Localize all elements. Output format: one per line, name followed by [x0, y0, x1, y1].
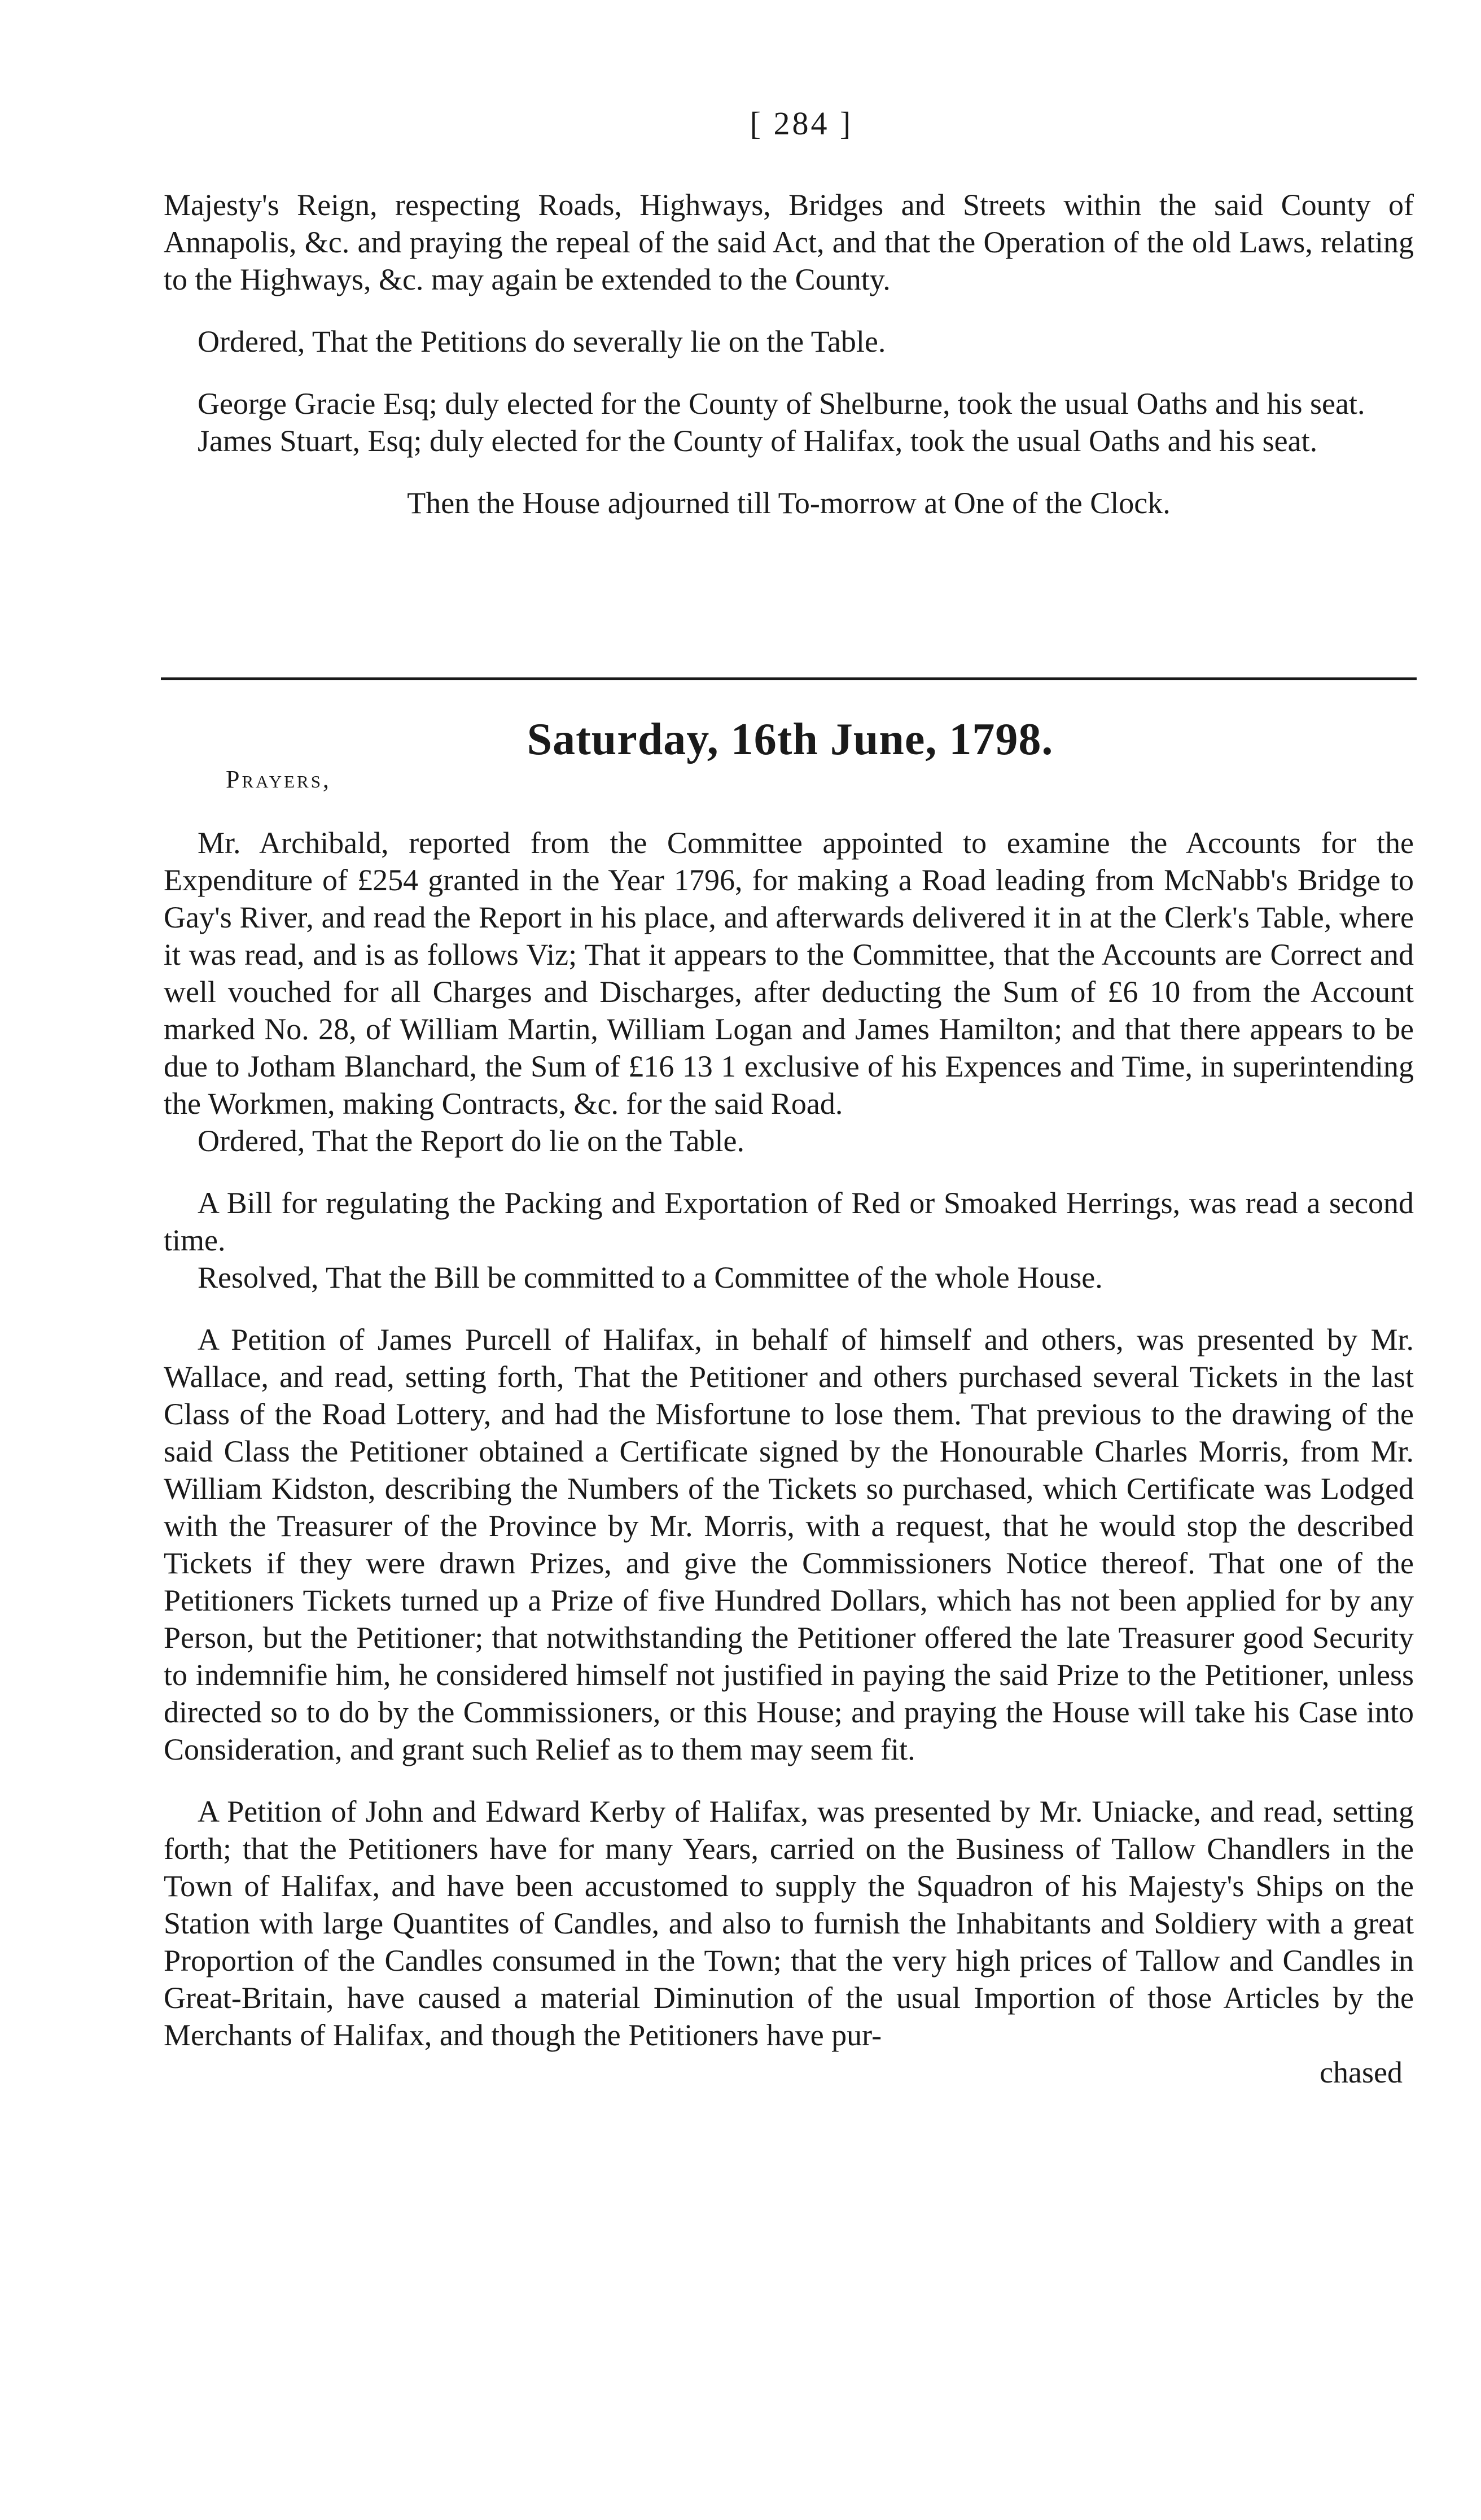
- purcell-petition: A Petition of James Purcell of Halifax, in behalf of himself and others, was presented by Mr. Wallace, and read, setting forth, That the Petitioner and others purchased several Tickets in the last Class of the Road Lottery, and had the Misfortune to lose them. That previous to the drawing of the said Class the Petitioner obtained a Certificate signed by the Honourable Charles Morris, from Mr. William Kidston, describing the Numbers of the Tickets so purchased, which Certificate was Lodged with the Treasurer of the Province by Mr. Morris, with a request, that he would stop the described Tickets if they were drawn Prizes, and give the Commissioners Notice thereof. That one of the Petitioners Tickets turned up a Prize of five Hundred Dollars, which has not been applied for by any Person, but the Petitioner; that notwithstanding the Petitioner offered the late Treasurer good Security to indemnifie him, he considered himself not justified in paying the said Prize to the Petitioner, unless directed so to do by the Commissioners, or this House; and praying the House will take his Case into Consideration, and grant such Relief as to them may seem fit.: [164, 1323, 1414, 1766]
- archibald-report: Mr. Archibald, reported from the Committee appointed to examine the Accounts for the Expenditure of £254 granted in the Year 1796, for making a Road leading from McNabb's Bridge to Gay's River, and read the Report in his place, and afterwards delivered it in at the Clerk's Table, where it was read, and is as follows Viz; That it appears to the Committee, that the Accounts are Correct and well vouched for all Charges and Discharges, after deducting the Sum of £6 10 from the Account marked No. 28, of William Martin, William Logan and James Hamilton; and that there appears to be due to Jotham Blanchard, the Sum of £16 13 1 exclusive of his Expences and Time, in superintending the Workmen, making Contracts, &c. for the said Road.: [164, 826, 1414, 1121]
- body-section: [164, 824, 1414, 2091]
- page-number: [ 284 ]: [750, 105, 853, 142]
- entry-james-stuart: James Stuart, Esq; duly elected for the County of Halifax, took the usual Oaths and his seat.: [198, 424, 1318, 458]
- herring-bill: A Bill for regulating the Packing and Exportation of Red or Smoaked Herrings, was read a second time.: [164, 1186, 1414, 1257]
- ordered-petitions-lie: Ordered, That the Petitions do severally lie on the Table.: [198, 325, 886, 358]
- paragraph-annapolis-roads: Majesty's Reign, respecting Roads, Highways, Bridges and Streets within the said County of Annapolis, &c. and praying the repeal of the said Act, and that the Operation of the old Laws, relating to the Highways, &c. may again be extended to the County.: [164, 188, 1414, 296]
- top-section: [164, 186, 1414, 522]
- kerby-petition: A Petition of John and Edward Kerby of Halifax, was presented by Mr. Uniacke, and read, setting forth; that the Petitioners have for many Years, carried on the Business of Tallow Chandlers in the Town of Halifax, and have been accustomed to supply the Squadron of his Majesty's Ships on the Station with large Quantites of Candles, and also to furnish the Inhabitants and Soldiery with a great Proportion of the Candles consumed in the Town; that the very high prices of Tallow and Candles in Great-Britain, have caused a material Diminution of the usual Importion of those Articles by the Merchants of Halifax, and though the Petitioners have pur-: [164, 1795, 1414, 2052]
- adjournment-line: Then the House adjourned till To-morrow at One of the Clock.: [407, 486, 1171, 520]
- date-heading: Saturday, 16th June, 1798.: [527, 715, 1054, 764]
- ordered-report-lie: Ordered, That the Report do lie on the Table.: [198, 1124, 744, 1158]
- entry-george-gracie: George Gracie Esq; duly elected for the County of Shelburne, took the usual Oaths and his seat.: [198, 387, 1365, 421]
- prayers-label: Prayers,: [226, 765, 331, 793]
- section-divider: [161, 677, 1417, 680]
- resolved-committee: Resolved, That the Bill be committed to a Committee of the whole House.: [198, 1261, 1103, 1294]
- catchword: chased: [1320, 2055, 1403, 2089]
